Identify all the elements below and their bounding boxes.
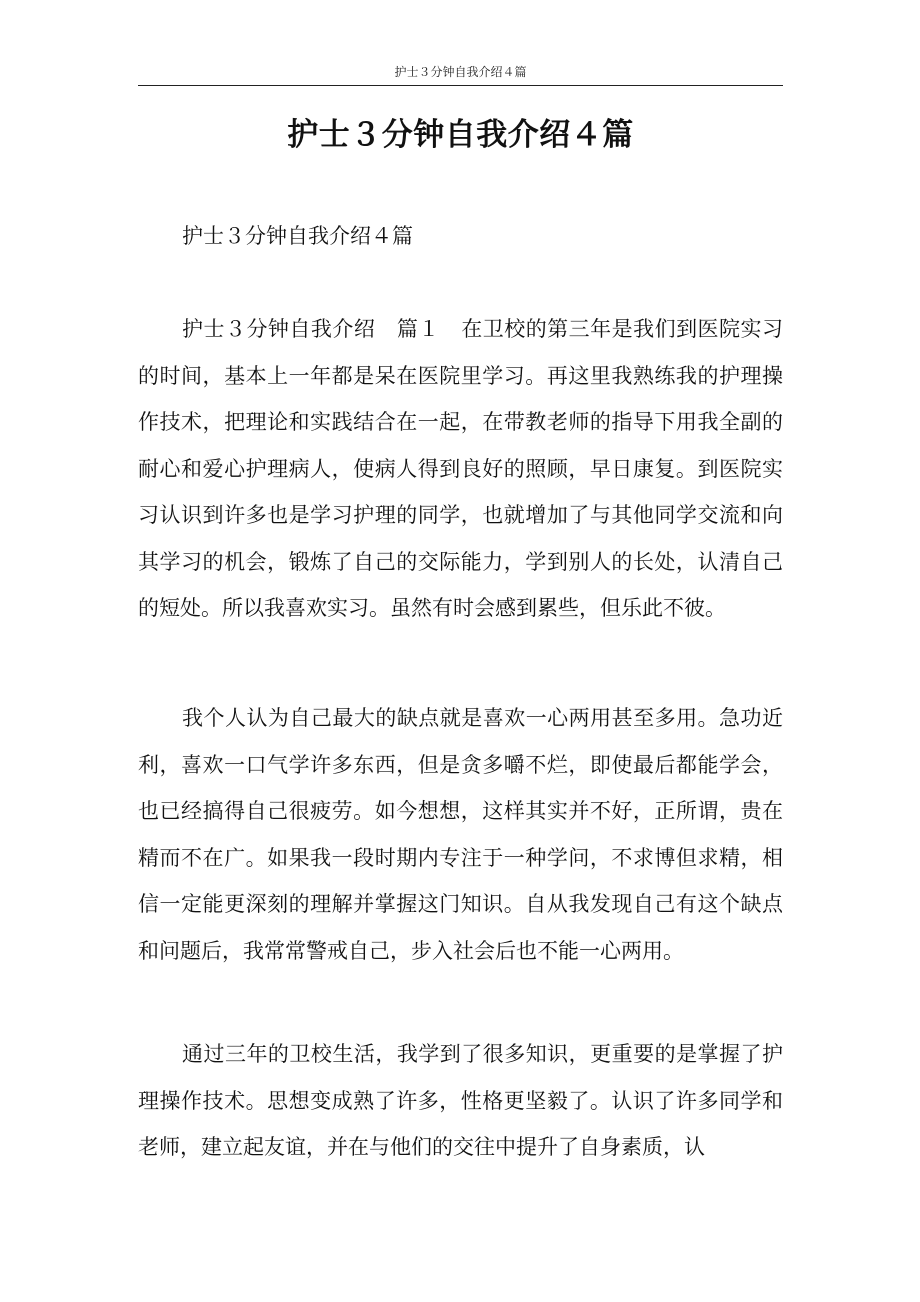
paragraph: 通过三年的卫校生活，我学到了很多知识，更重要的是掌握了护理操作技术。思想变成熟了许多，性格更坚毅了。认识了许多同学和老师，建立起友谊，并在与他们的交往中提升了自身素质，认 [138, 1042, 783, 1159]
paragraph: 我个人认为自己最大的缺点就是喜欢一心两用甚至多用。急功近利，喜欢一口气学许多东西，但是贪多嚼不烂，即使最后都能学会，也已经搞得自己很疲劳。如今想想，这样其实并不好，正所谓，贵在精而不在广。如果我一段时期内专注于一种学问，不求博但求精，相信一定能更深刻的理解并掌握这门知识。自从我发现自己有这个缺点和问题后，我常常警戒自己，步入社会后也不能一心两用。 [138, 706, 783, 963]
header-rule [138, 85, 783, 86]
document-title: 护士３分钟自我介绍４篇 [287, 117, 634, 153]
running-header: 护士３分钟自我介绍４篇 [394, 65, 527, 79]
paragraph: 护士３分钟自我介绍 篇１ 在卫校的第三年是我们到医院实习的时间，基本上一年都是呆在医院里学习。再这里我熟练我的护理操作技术，把理论和实践结合在一起，在带教老师的指导下用我全副的耐心和爱心护理病人，使病人得到良好的照顾，早日康复。到医院实习认识到许多也是学习护理的同学，也就增加了与其他同学交流和向其学习的机会，锻炼了自己的交际能力，学到别人的长处，认清自己的短处。所以我喜欢实习。虽然有时会感到累些，但乐此不彼。 [138, 317, 783, 620]
document-subtitle: 护士３分钟自我介绍４篇 [182, 224, 413, 248]
